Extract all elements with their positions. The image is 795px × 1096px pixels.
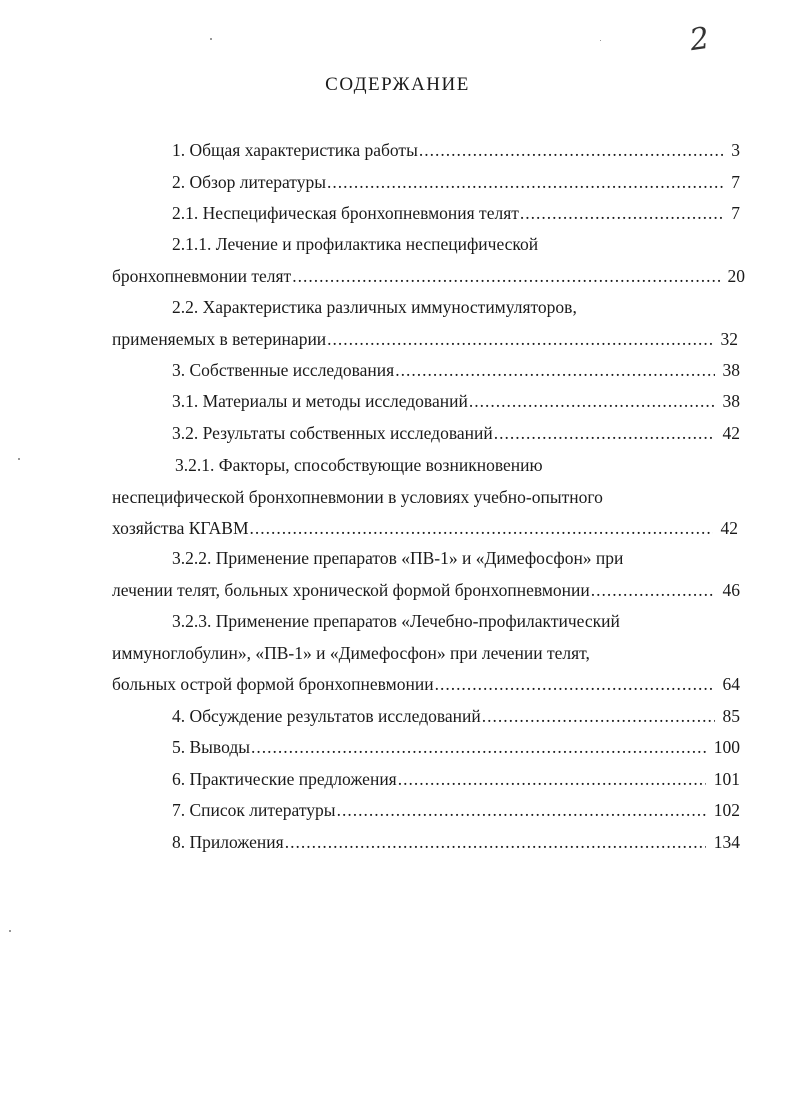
dot-leader (337, 800, 706, 820)
toc-entry-title: 3.1. Материалы и методы исследований (172, 391, 468, 411)
toc-page-number: 100 (713, 737, 740, 757)
dot-leader (591, 580, 715, 600)
toc-entry (112, 266, 745, 286)
dot-leader (520, 203, 723, 223)
toc-page-number: 3 (731, 140, 740, 160)
scan-speck (210, 38, 212, 40)
toc-page-number: 102 (713, 800, 740, 820)
toc-entry (172, 706, 740, 726)
toc-page-number: 42 (720, 518, 738, 538)
dot-leader (469, 391, 715, 411)
toc-page-number: 42 (722, 423, 740, 443)
toc-entry-title: хозяйства КГАВМ (112, 518, 249, 538)
toc-entry-title: 8. Приложения (172, 832, 284, 852)
dot-leader (419, 140, 723, 160)
toc-entry-title: 5. Выводы (172, 737, 250, 757)
dot-leader (285, 832, 706, 852)
scan-speck (9, 930, 11, 932)
toc-entry-text-line: 3.2.2. Применение препаратов «ПВ-1» и «Димефосфон» при (172, 548, 624, 568)
toc-entry-title: 4. Обсуждение результатов исследований (172, 706, 481, 726)
handwritten-page-number: 2 (687, 20, 712, 59)
dot-leader (251, 737, 706, 757)
toc-entry-title: бронхопневмонии телят (112, 265, 292, 286)
dot-leader (327, 329, 712, 349)
toc-entry (112, 580, 740, 600)
toc-entry (172, 172, 740, 192)
toc-entry (172, 391, 740, 411)
toc-entry-title: 3.2. Результаты собственных исследований (172, 423, 493, 443)
dot-leader (292, 266, 719, 286)
toc-entry (172, 737, 740, 757)
toc-page-number: 64 (722, 674, 740, 694)
toc-entry-title: 1. Общая характеристика работы (172, 140, 418, 160)
toc-page-number: 38 (722, 391, 740, 411)
toc-page-number: 101 (713, 769, 740, 789)
toc-entry-title: 3. Собственные исследования (172, 360, 395, 380)
toc-page-number: 134 (713, 832, 740, 852)
toc-entry-title: 2.1. Неспецифическая бронхопневмония телят (172, 203, 519, 223)
toc-entry-title: применяемых в ветеринарии (112, 328, 327, 349)
toc-entry-text-line: 2.1.1. Лечение и профилактика неспецифической (172, 234, 539, 254)
toc-entry-text-line: неспецифической бронхопневмонии в условиях учебно-опытного (112, 486, 603, 507)
toc-entry-text-line: 3.2.3. Применение препаратов «Лечебно-профилактический (172, 611, 620, 631)
dot-leader (398, 769, 706, 789)
dot-leader (395, 360, 714, 380)
toc-entry (172, 800, 740, 820)
toc-entry-title: больных острой формой бронхопневмонии (112, 674, 434, 694)
toc-entry-text-line: 3.2.1. Факторы, способствующие возникновению (175, 455, 543, 475)
dot-leader (327, 172, 723, 192)
toc-entry (172, 140, 740, 160)
toc-entry (172, 203, 740, 223)
toc-page-number: 7 (731, 172, 740, 192)
dot-leader (482, 706, 715, 726)
toc-entry (172, 832, 740, 852)
toc-entry (112, 518, 738, 538)
page-title: СОДЕРЖАНИЕ (325, 74, 470, 95)
toc-entry-title: 7. Список литературы (172, 800, 336, 820)
toc-entry-title: 2. Обзор литературы (172, 172, 326, 192)
toc-entry-text-line: иммуноглобулин», «ПВ-1» и «Димефосфон» при лечении телят, (112, 642, 590, 663)
toc-entry-title: лечении телят, больных хронической формой бронхопневмонии (112, 579, 590, 600)
toc-entry (172, 769, 740, 789)
toc-entry (112, 329, 738, 349)
toc-page-number: 85 (722, 706, 740, 726)
toc-page-number: 46 (722, 579, 740, 600)
toc-entry-text-line: 2.2. Характеристика различных иммуностимуляторов, (172, 297, 577, 317)
toc-page-number: 38 (722, 360, 740, 380)
toc-page-number: 7 (731, 203, 740, 223)
toc-page-number: 32 (720, 328, 738, 349)
dot-leader (435, 674, 715, 694)
toc-entry (172, 360, 740, 380)
toc-entry (112, 674, 740, 694)
toc-entry (172, 423, 740, 443)
scan-speck (600, 40, 601, 41)
toc-page-number: 20 (727, 265, 745, 286)
toc-entry-title: 6. Практические предложения (172, 769, 397, 789)
dot-leader (494, 423, 715, 443)
dot-leader (250, 518, 713, 538)
scan-speck (18, 458, 20, 460)
